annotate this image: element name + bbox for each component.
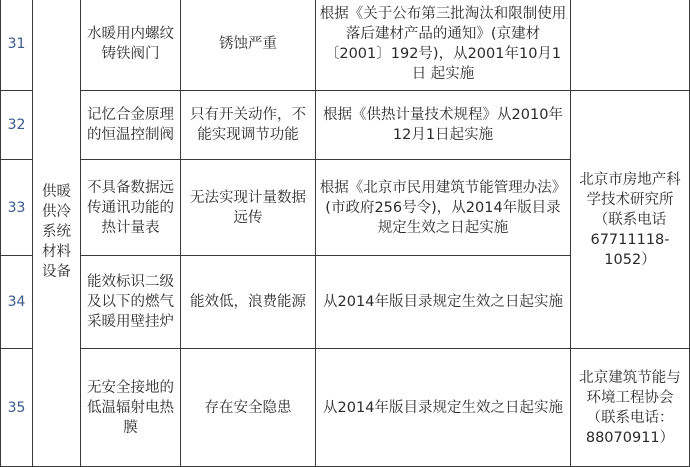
- elimination-reason: 只有开关动作，不能实现调节功能: [181, 91, 316, 160]
- row-number: 31: [1, 0, 33, 91]
- product-name: 无安全接地的低温辐射电热膜: [81, 349, 181, 467]
- row-number: 35: [1, 349, 33, 467]
- policy-basis: 从2014年版目录规定生效之日起实施: [316, 256, 571, 349]
- policy-basis: 根据《关于公布第三批淘汰和限制使用落后建材产品的通知》(京建材〔2001〕192号)，从2001年10月1日 起实施: [316, 0, 571, 91]
- product-name: 水暖用内螺纹铸铁阀门: [81, 0, 181, 91]
- policy-basis: 根据《供热计量技术规程》从2010年12月1日起实施: [316, 91, 571, 160]
- elimination-reason: 能效低，浪费能源: [181, 256, 316, 349]
- row-number: 33: [1, 160, 33, 256]
- responsible-department: 北京建筑节能与环境工程协会（联系电话：88070911）: [571, 349, 690, 467]
- table-row: [1, 0, 690, 91]
- policy-basis: 从2014年版目录规定生效之日起实施: [316, 349, 571, 467]
- product-name: 能效标识二级及以下的燃气采暖用壁挂炉: [81, 256, 181, 349]
- product-name: 记忆合金原理的恒温控制阀: [81, 91, 181, 160]
- row-number: 34: [1, 256, 33, 349]
- policy-basis: 根据《北京市民用建筑节能管理办法》(市政府256号令)，从2014年版目录规定生效之日起实施: [316, 160, 571, 256]
- responsible-department: 北京市房地产科学技术研究所（联系电话67711118-1052）: [571, 91, 690, 349]
- table-row: [1, 91, 690, 160]
- category-cell: 供暖供冷系统材料设备: [33, 0, 81, 467]
- table-row: [1, 349, 690, 467]
- elimination-reason: 存在安全隐患: [181, 349, 316, 467]
- elimination-reason: 无法实现计量数据远传: [181, 160, 316, 256]
- elimination-reason: 锈蚀严重: [181, 0, 316, 91]
- product-name: 不具备数据远传通讯功能的热计量表: [81, 160, 181, 256]
- responsible-department: [571, 0, 690, 91]
- row-number: 32: [1, 91, 33, 160]
